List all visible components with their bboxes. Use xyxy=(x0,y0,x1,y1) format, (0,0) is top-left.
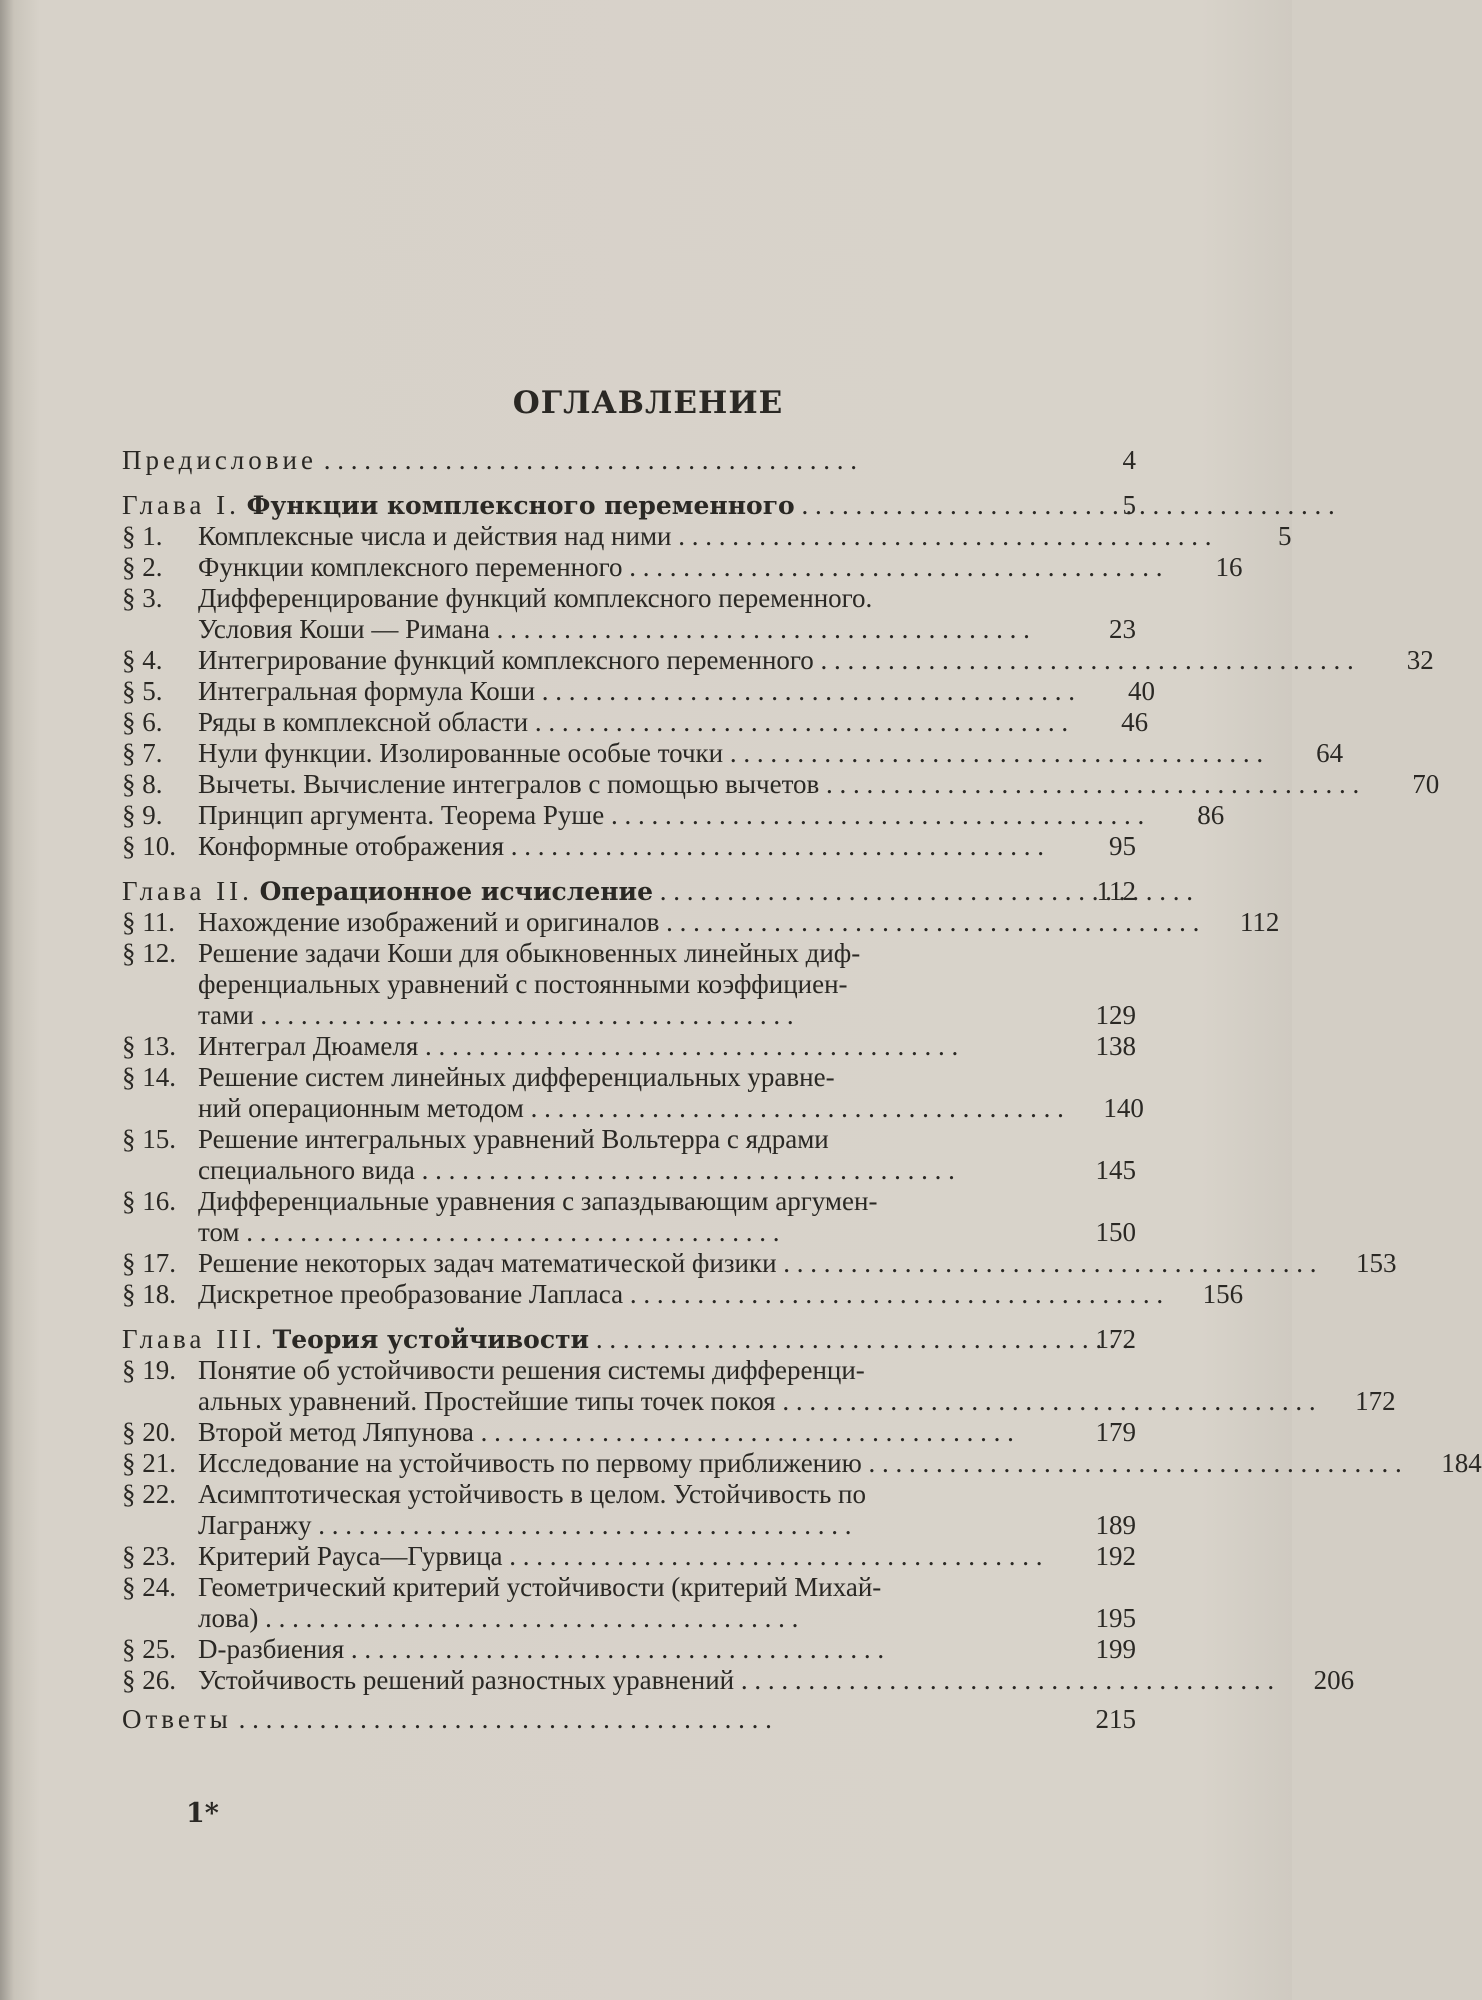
section-title-line: Ряды в комплексной области xyxy=(198,707,529,737)
chapter-heading[interactable] xyxy=(122,490,1136,521)
section-number: § 20. xyxy=(122,1417,176,1447)
chapters-list xyxy=(122,490,1482,1696)
section-entry[interactable] xyxy=(122,1541,1136,1572)
section-page: 129 xyxy=(1095,1000,1136,1030)
section-page: 140 xyxy=(1103,1093,1144,1123)
section-number: § 25. xyxy=(122,1634,176,1664)
section-entry[interactable] xyxy=(122,1062,1144,1124)
chapter-page: 5 xyxy=(1122,490,1136,520)
section-entry[interactable] xyxy=(122,1572,1136,1634)
section-entry[interactable] xyxy=(122,676,1156,707)
section-entry[interactable] xyxy=(122,1248,1397,1279)
section-number: § 9. xyxy=(122,800,163,830)
answers-entry[interactable] xyxy=(122,1704,1136,1735)
chapter-page: 112 xyxy=(1096,876,1136,906)
preface-entry[interactable] xyxy=(122,445,1136,476)
page-title: ОГЛАВЛЕНИЕ xyxy=(512,385,784,421)
section-entry[interactable] xyxy=(122,1479,1136,1541)
section-title-line: Принцип аргумента. Теорема Руше xyxy=(198,800,605,830)
section-page: 64 xyxy=(1316,738,1344,768)
section-page: 153 xyxy=(1356,1248,1397,1278)
section-title-line: Исследование на устойчивость по первому приближению xyxy=(198,1448,862,1478)
section-entry[interactable] xyxy=(122,938,1136,1031)
section-number: § 4. xyxy=(122,645,163,675)
section-page: 195 xyxy=(1095,1603,1136,1633)
section-entry[interactable] xyxy=(122,1186,1136,1248)
section-page: 189 xyxy=(1095,1510,1136,1540)
section-number: § 22. xyxy=(122,1479,176,1509)
section-title-line: Функции комплексного переменного xyxy=(198,552,623,582)
section-number: § 21. xyxy=(122,1448,176,1478)
section-title-line: Второй метод Ляпунова xyxy=(198,1417,474,1447)
section-entry[interactable] xyxy=(122,1634,1136,1665)
section-title-line: Дифференциальные уравнения с запаздывающим аргумен- xyxy=(198,1186,878,1216)
chapter-block xyxy=(122,490,1440,862)
chapter-name: Теория устойчивости xyxy=(272,1325,590,1354)
section-title-line: Условия Коши — Римана xyxy=(198,614,490,644)
section-page: 172 xyxy=(1355,1386,1396,1416)
section-number: § 19. xyxy=(122,1355,176,1385)
section-title-line: Устойчивость решений разностных уравнений xyxy=(198,1665,735,1695)
section-entry[interactable] xyxy=(122,1417,1136,1448)
section-number: § 11. xyxy=(122,907,175,937)
section-title-line: Комплексные числа и действия над ними xyxy=(198,521,672,551)
section-number: § 23. xyxy=(122,1541,176,1571)
chapter-name: Функции комплексного переменного xyxy=(246,491,795,520)
section-entry[interactable] xyxy=(122,552,1243,583)
section-title-line: Конформные отображения xyxy=(198,831,505,861)
section-page: 70 xyxy=(1412,769,1440,799)
section-entry[interactable] xyxy=(122,1448,1482,1479)
section-title-line: Дискретное преобразование Лапласа xyxy=(198,1279,624,1309)
section-number: § 24. xyxy=(122,1572,176,1602)
section-entry[interactable] xyxy=(122,1124,1136,1186)
section-number: § 18. xyxy=(122,1279,176,1309)
section-page: 199 xyxy=(1095,1634,1136,1664)
section-entry[interactable] xyxy=(122,583,1136,645)
section-number: § 1. xyxy=(122,521,163,551)
chapter-heading[interactable] xyxy=(122,1324,1136,1355)
section-number: § 13. xyxy=(122,1031,176,1061)
section-number: § 7. xyxy=(122,738,163,768)
section-page: 145 xyxy=(1095,1155,1136,1185)
chapter-heading[interactable] xyxy=(122,876,1136,907)
section-number: § 10. xyxy=(122,831,176,861)
section-entry[interactable] xyxy=(122,769,1440,800)
section-title-line: альных уравнений. Простейшие типы точек покоя xyxy=(198,1386,776,1416)
section-number: § 2. xyxy=(122,552,163,582)
section-title-line: Решение интегральных уравнений Вольтерра с ядрами xyxy=(198,1124,829,1154)
section-number: § 8. xyxy=(122,769,163,799)
section-title-line: ний операционным методом xyxy=(198,1093,524,1123)
section-title-line: Интегрирование функций комплексного переменного xyxy=(198,645,814,675)
section-title-line: Дифференцирование функций комплексного переменного. xyxy=(198,583,873,613)
section-number: § 16. xyxy=(122,1186,176,1216)
chapter-block xyxy=(122,876,1397,1310)
section-title-line: специального вида xyxy=(198,1155,415,1185)
section-title-line: Решение систем линейных дифференциальных уравне- xyxy=(198,1062,835,1092)
section-number: § 6. xyxy=(122,707,163,737)
section-entry[interactable] xyxy=(122,1031,1136,1062)
table-of-contents xyxy=(122,385,1482,1735)
section-title-line: том xyxy=(198,1217,240,1247)
chapter-prefix: Глава II. xyxy=(122,876,253,906)
signature-mark: 1* xyxy=(186,1798,219,1829)
section-title-line: Решение некоторых задач математической физики xyxy=(198,1248,777,1278)
section-title-line: D-разбиения xyxy=(198,1634,345,1664)
section-page: 156 xyxy=(1202,1279,1244,1309)
section-page: 138 xyxy=(1095,1031,1136,1061)
section-title-line: Нули функции. Изолированные особые точки xyxy=(198,738,724,768)
section-title-line: Критерий Рауса—Гурвица xyxy=(198,1541,503,1571)
section-title-line: Интеграл Дюамеля xyxy=(198,1031,419,1061)
section-page: 192 xyxy=(1095,1541,1136,1571)
section-page: 179 xyxy=(1095,1417,1136,1447)
section-entry[interactable] xyxy=(122,707,1149,738)
section-title-line: лова) xyxy=(198,1603,259,1633)
section-page: 16 xyxy=(1215,552,1243,582)
section-title-line: Интегральная формула Коши xyxy=(198,676,536,706)
section-entry[interactable] xyxy=(122,1279,1244,1310)
section-page: 150 xyxy=(1095,1217,1136,1247)
section-page: 5 xyxy=(1278,521,1292,551)
section-page: 112 xyxy=(1239,907,1280,937)
section-page: 184 xyxy=(1441,1448,1482,1478)
section-title-line: Вычеты. Вычисление интегралов с помощью вычетов xyxy=(198,769,820,799)
chapter-page: 172 xyxy=(1095,1324,1136,1354)
section-entry[interactable] xyxy=(122,800,1225,831)
section-number: § 17. xyxy=(122,1248,176,1278)
section-title-line: тами xyxy=(198,1000,254,1030)
section-page: 95 xyxy=(1109,831,1136,861)
section-title-line: ференциальных уравнений с постоянными коэффициен- xyxy=(198,969,848,999)
section-entry[interactable] xyxy=(122,738,1344,769)
chapter-name: Операционное исчисление xyxy=(259,877,653,906)
section-title-line: Лагранжу xyxy=(198,1510,312,1540)
answers-page: 215 xyxy=(1095,1704,1136,1734)
section-page: 40 xyxy=(1128,676,1156,706)
section-page: 46 xyxy=(1121,707,1149,737)
section-entry[interactable] xyxy=(122,645,1434,676)
section-entry[interactable] xyxy=(122,907,1280,938)
section-page: 206 xyxy=(1313,1665,1355,1695)
section-page: 86 xyxy=(1197,800,1225,830)
preface-label: Предисловие xyxy=(122,445,317,475)
section-title-line: Асимптотическая устойчивость в целом. Устойчивость по xyxy=(198,1479,866,1509)
section-number: § 3. xyxy=(122,583,163,613)
section-number: § 5. xyxy=(122,676,163,706)
section-number: § 26. xyxy=(122,1665,176,1695)
chapter-block xyxy=(122,1324,1482,1696)
section-title-line: Решение задачи Коши для обыкновенных линейных диф- xyxy=(198,938,861,968)
section-number: § 12. xyxy=(122,938,176,968)
chapter-prefix: Глава I. xyxy=(122,490,240,520)
section-entry[interactable] xyxy=(122,1665,1355,1696)
chapter-prefix: Глава III. xyxy=(122,1324,266,1354)
answers-label: Ответы xyxy=(122,1704,232,1734)
section-title-line: Нахождение изображений и оригиналов xyxy=(198,907,660,937)
section-entry[interactable] xyxy=(122,521,1292,552)
preface-page: 4 xyxy=(1122,445,1136,475)
section-page: 23 xyxy=(1109,614,1136,644)
section-number: § 14. xyxy=(122,1062,176,1092)
section-entry[interactable] xyxy=(122,1355,1396,1417)
section-page: 32 xyxy=(1406,645,1434,675)
section-title-line: Понятие об устойчивости решения системы дифференци- xyxy=(198,1355,865,1385)
section-title-line: Геометрический критерий устойчивости (критерий Михай- xyxy=(198,1572,882,1602)
section-entry[interactable] xyxy=(122,831,1136,862)
section-number: § 15. xyxy=(122,1124,176,1154)
